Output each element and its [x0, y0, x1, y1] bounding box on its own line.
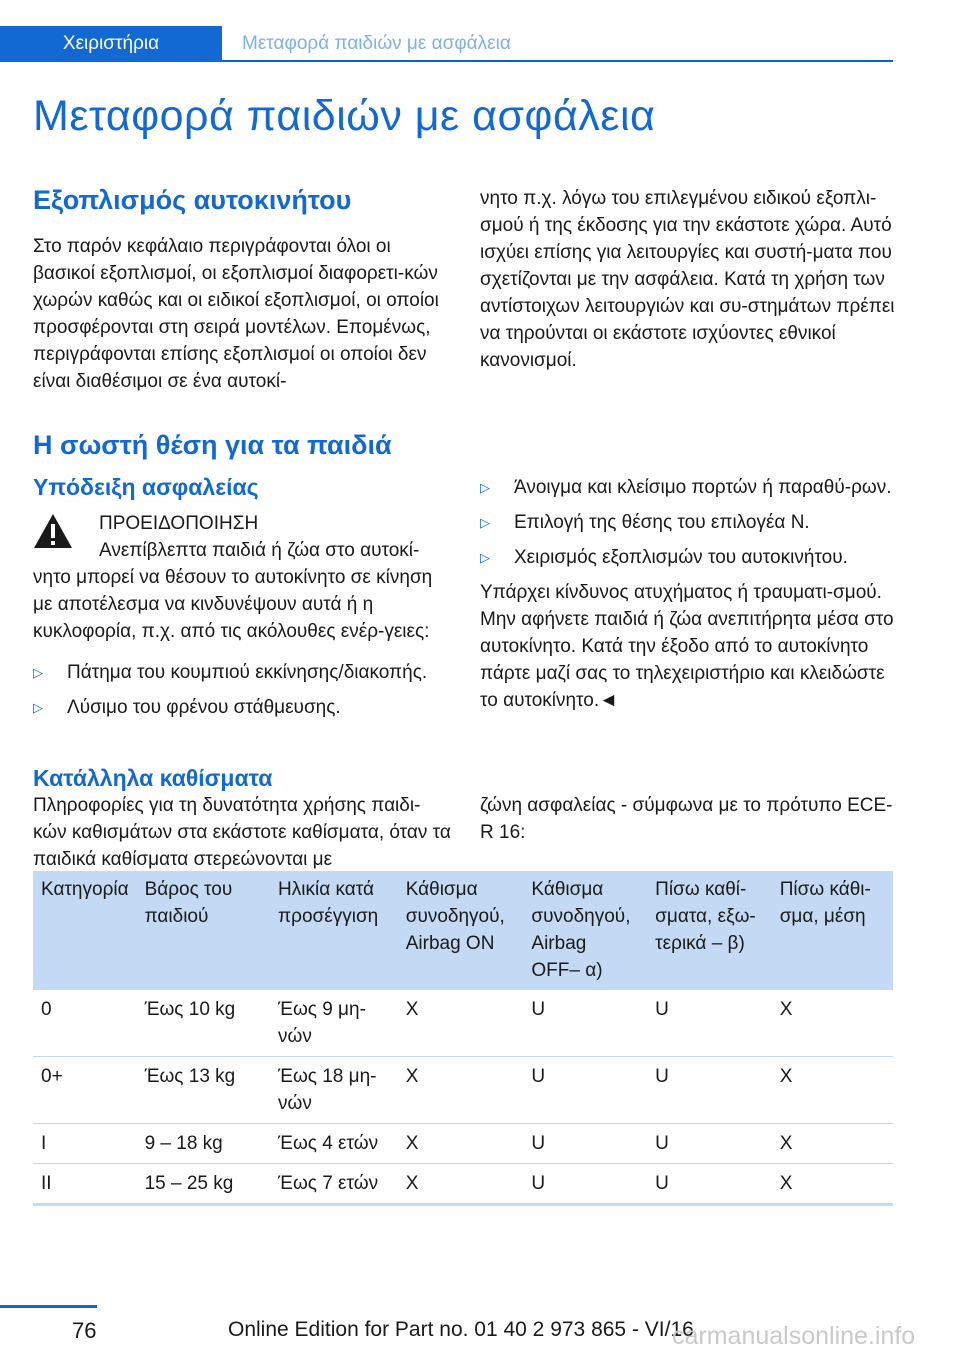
triangle-bullet-icon: ▷ [33, 665, 43, 680]
list-item [480, 544, 898, 571]
table-cell: 0+ [33, 1057, 137, 1124]
table-cell: Έως 7 ετών [270, 1164, 398, 1205]
breadcrumb[interactable]: Μεταφορά παιδιών με ασφάλεια [242, 33, 511, 54]
bullet-text: Χειρισμός εξοπλισμών του αυτοκινήτου. [514, 547, 848, 568]
triangle-bullet-icon: ▷ [480, 550, 490, 565]
page-title: Μεταφορά παιδιών με ασφάλεια [33, 92, 656, 140]
watermark: carmanualsonline.info [672, 1322, 916, 1350]
table-row [33, 1124, 893, 1164]
table-cell: 0 [33, 990, 137, 1057]
safety-note-heading: Υπόδειξη ασφαλείας [33, 474, 259, 500]
table-cell: U [647, 990, 772, 1057]
suitable-seats-text-right: ζώνη ασφαλείας - σύμφωνα με το πρότυπο ECE-R 16: [480, 795, 893, 843]
suitable-seats-text-left: Πληροφορίες για τη δυνατότητα χρήσης παιδι‐κών καθισμάτων στα εκάστοτε καθίσματα, όταν τα παιδικά καθίσματα στερεώνονται με [33, 795, 451, 870]
suitable-seats-heading: Κατάλληλα καθίσματα [33, 765, 273, 791]
table-cell: U [647, 1164, 772, 1205]
table-cell: Έως 9 μη‐νών [270, 990, 398, 1057]
warning-text-rest: νητο μπορεί να θέσουν το αυτοκίνητο σε κίνηση με αποτέλεσμα να κινδυνέψουν αυτά ή η κυκλοφορία, π.χ. από τις ακόλουθες ενέρ‐γειες: [33, 567, 433, 642]
warning-text-first: Ανεπίβλεπτα παιδιά ή ζώα στο αυτοκί‐ [99, 540, 420, 561]
table-cell: Έως 18 μη‐νών [270, 1057, 398, 1124]
table-cell: I [33, 1124, 137, 1164]
safety-note-right-column [480, 474, 898, 714]
column-header: Βάρος του παιδιού [137, 871, 270, 990]
bullet-text: Επιλογή της θέσης του επιλογέα N. [514, 512, 810, 533]
table-cell: U [523, 1164, 647, 1205]
child-seat-table [33, 871, 893, 1206]
table-row [33, 990, 893, 1057]
table-cell: U [523, 1124, 647, 1164]
bullet-text: Άνοιγμα και κλείσιμο πορτών ή παραθύ‐ρων. [514, 477, 892, 498]
triangle-bullet-icon: ▷ [480, 515, 490, 530]
table-cell: U [647, 1057, 772, 1124]
table-cell: U [523, 990, 647, 1057]
list-item [33, 694, 451, 721]
table-cell: X [398, 1124, 524, 1164]
left-bullet-list [33, 659, 451, 721]
seat-position-heading: Η σωστή θέση για τα παιδιά [33, 430, 392, 460]
table-cell: Έως 10 kg [137, 990, 270, 1057]
edition-note: Online Edition for Part no. 01 40 2 973 865 - VI/16 [228, 1318, 694, 1341]
warning-label: ΠΡΟΕΙΔΟΠΟΙΗΣΗ [99, 513, 259, 534]
table-cell: Έως 13 kg [137, 1057, 270, 1124]
warning-icon [33, 513, 73, 549]
tab-controls[interactable]: Χειριστήρια [0, 26, 222, 62]
equipment-text-right: νητο π.χ. λόγω του επιλεγμένου ειδικού εξοπλι‐σμού ή της έκδοσης για την εκάστοτε χώρα. Αυτό ισχύει επίσης για λειτουργίες και συστή‐ματα που σχετίζονται με την ασφάλεια. Κατά τη χρήση των αντίστοιχων λειτουργιών και συ‐στημάτων πρέπει να τηρούνται οι εκάστοτε ισχύοντες εθνικοί κανονισμοί. [480, 188, 895, 371]
table-row [33, 1057, 893, 1124]
table-cell: II [33, 1164, 137, 1205]
column-header: Κάθισμα συνοδηγού, Airbag OFF– α) [523, 871, 647, 990]
table-cell: X [398, 990, 524, 1057]
table-cell: X [772, 990, 893, 1057]
column-header: Κατηγορία [33, 871, 137, 990]
column-header: Πίσω κάθι‐σμα, μέση [772, 871, 893, 990]
table-cell: U [523, 1057, 647, 1124]
warning-block [33, 510, 451, 729]
table-cell: X [398, 1057, 524, 1124]
table-cell: U [647, 1124, 772, 1164]
right-bullet-list [480, 474, 898, 571]
table-row [33, 1164, 893, 1205]
equipment-text-left: Στο παρόν κεφάλαιο περιγράφονται όλοι οι βασικοί εξοπλισμοί, οι εξοπλισμοί διαφορετι‐κών χωρών καθώς και οι ειδικοί εξοπλισμοί, οι οποίοι προσφέρονται στη σειρά μοντέλων. Επομένως, περιγράφονται επίσης εξοπλισμοί οι οποίοι δεν είναι διαθέσιμοι σε ένα αυτοκί‐ [33, 236, 439, 392]
table-cell: X [772, 1124, 893, 1164]
table-cell: X [772, 1164, 893, 1205]
table-cell: 9 – 18 kg [137, 1124, 270, 1164]
table-cell: Έως 4 ετών [270, 1124, 398, 1164]
list-item [480, 509, 898, 536]
equipment-heading: Εξοπλισμός αυτοκινήτου [33, 185, 352, 215]
safety-note-closing-text: Υπάρχει κίνδυνος ατυχήματος ή τραυματι‐σμού. Μην αφήνετε παιδιά ή ζώα ανεπιτήρητα μέσα στο αυτοκίνητο. Κατά την έξοδο από το αυτοκίνητο πάρτε μαζί σας το τηλεχειριστήριο και κλειδώστε το αυτοκίνητο.◄ [480, 582, 894, 711]
bullet-text: Λύσιμο του φρένου στάθμευσης. [67, 697, 341, 718]
column-header: Ηλικία κατά προσέγγιση [270, 871, 398, 990]
table-cell: X [398, 1164, 524, 1205]
triangle-bullet-icon: ▷ [33, 700, 43, 715]
triangle-bullet-icon: ▷ [480, 480, 490, 495]
footer-rule [0, 1305, 97, 1308]
table-header-row [33, 871, 893, 990]
list-item [33, 659, 451, 686]
list-item [480, 474, 898, 501]
column-header: Κάθισμα συνοδηγού, Airbag ON [398, 871, 524, 990]
page-number: 76 [72, 1318, 97, 1343]
bullet-text: Πάτημα του κουμπιού εκκίνησης/διακοπής. [67, 662, 428, 683]
header-bar [0, 26, 893, 62]
column-header: Πίσω καθί‐σματα, εξω‐τερικά – β) [647, 871, 772, 990]
table-cell: X [772, 1057, 893, 1124]
table-cell: 15 – 25 kg [137, 1164, 270, 1205]
